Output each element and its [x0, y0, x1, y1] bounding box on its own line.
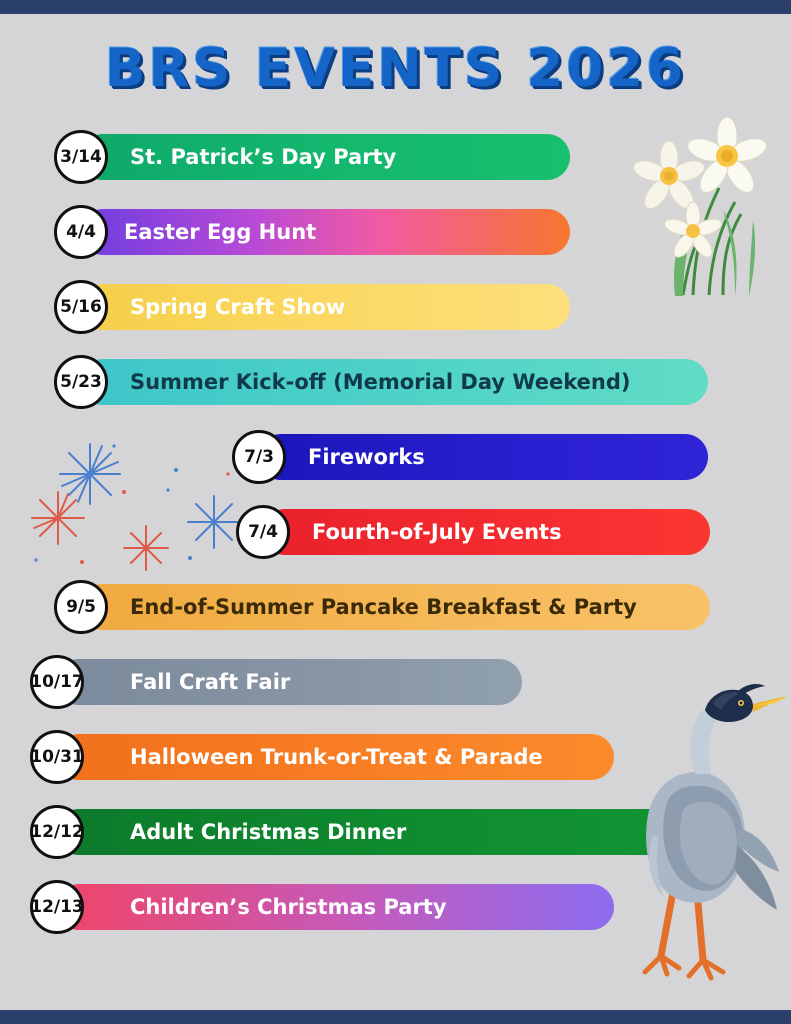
event-bar [80, 134, 570, 180]
event-row [0, 505, 791, 560]
page-title: BRS EVENTS 2026 [105, 38, 686, 99]
event-label: Fall Craft Fair [130, 670, 291, 694]
event-label: Children’s Christmas Party [130, 895, 447, 919]
event-bar [80, 284, 570, 330]
event-label: Summer Kick-off (Memorial Day Weekend) [130, 370, 631, 394]
events-list [0, 130, 791, 955]
event-row [0, 205, 791, 260]
event-date-badge: 10/31 [30, 730, 84, 784]
event-label: Spring Craft Show [130, 295, 346, 319]
event-bar [56, 884, 614, 930]
event-row [0, 730, 791, 785]
event-row [0, 430, 791, 485]
event-label: Fourth-of-July Events [312, 520, 562, 544]
event-bar [258, 434, 708, 480]
event-row [0, 880, 791, 935]
event-bar [262, 509, 710, 555]
top-accent-bar [0, 0, 791, 14]
event-date-badge: 12/13 [30, 880, 84, 934]
event-row [0, 130, 791, 185]
event-bar [56, 734, 614, 780]
event-label: End-of-Summer Pancake Breakfast & Party [130, 595, 637, 619]
event-label: Fireworks [308, 445, 425, 469]
event-date-badge: 10/17 [30, 655, 84, 709]
event-label: Halloween Trunk-or-Treat & Parade [130, 745, 543, 769]
event-date-badge: 5/16 [54, 280, 108, 334]
event-date-badge: 4/4 [54, 205, 108, 259]
event-row [0, 805, 791, 860]
event-bar [80, 359, 708, 405]
event-bar [56, 659, 522, 705]
event-label: Easter Egg Hunt [124, 220, 317, 244]
event-row [0, 580, 791, 635]
event-label: Adult Christmas Dinner [130, 820, 407, 844]
event-date-badge: 5/23 [54, 355, 108, 409]
event-row [0, 655, 791, 710]
event-date-badge: 9/5 [54, 580, 108, 634]
bottom-accent-bar [0, 1010, 791, 1024]
event-bar [80, 209, 570, 255]
event-date-badge: 7/3 [232, 430, 286, 484]
event-row [0, 280, 791, 335]
event-label: St. Patrick’s Day Party [130, 145, 397, 169]
event-date-badge: 3/14 [54, 130, 108, 184]
event-bar [56, 809, 672, 855]
event-row [0, 355, 791, 410]
event-date-badge: 7/4 [236, 505, 290, 559]
event-bar [80, 584, 710, 630]
event-date-badge: 12/12 [30, 805, 84, 859]
